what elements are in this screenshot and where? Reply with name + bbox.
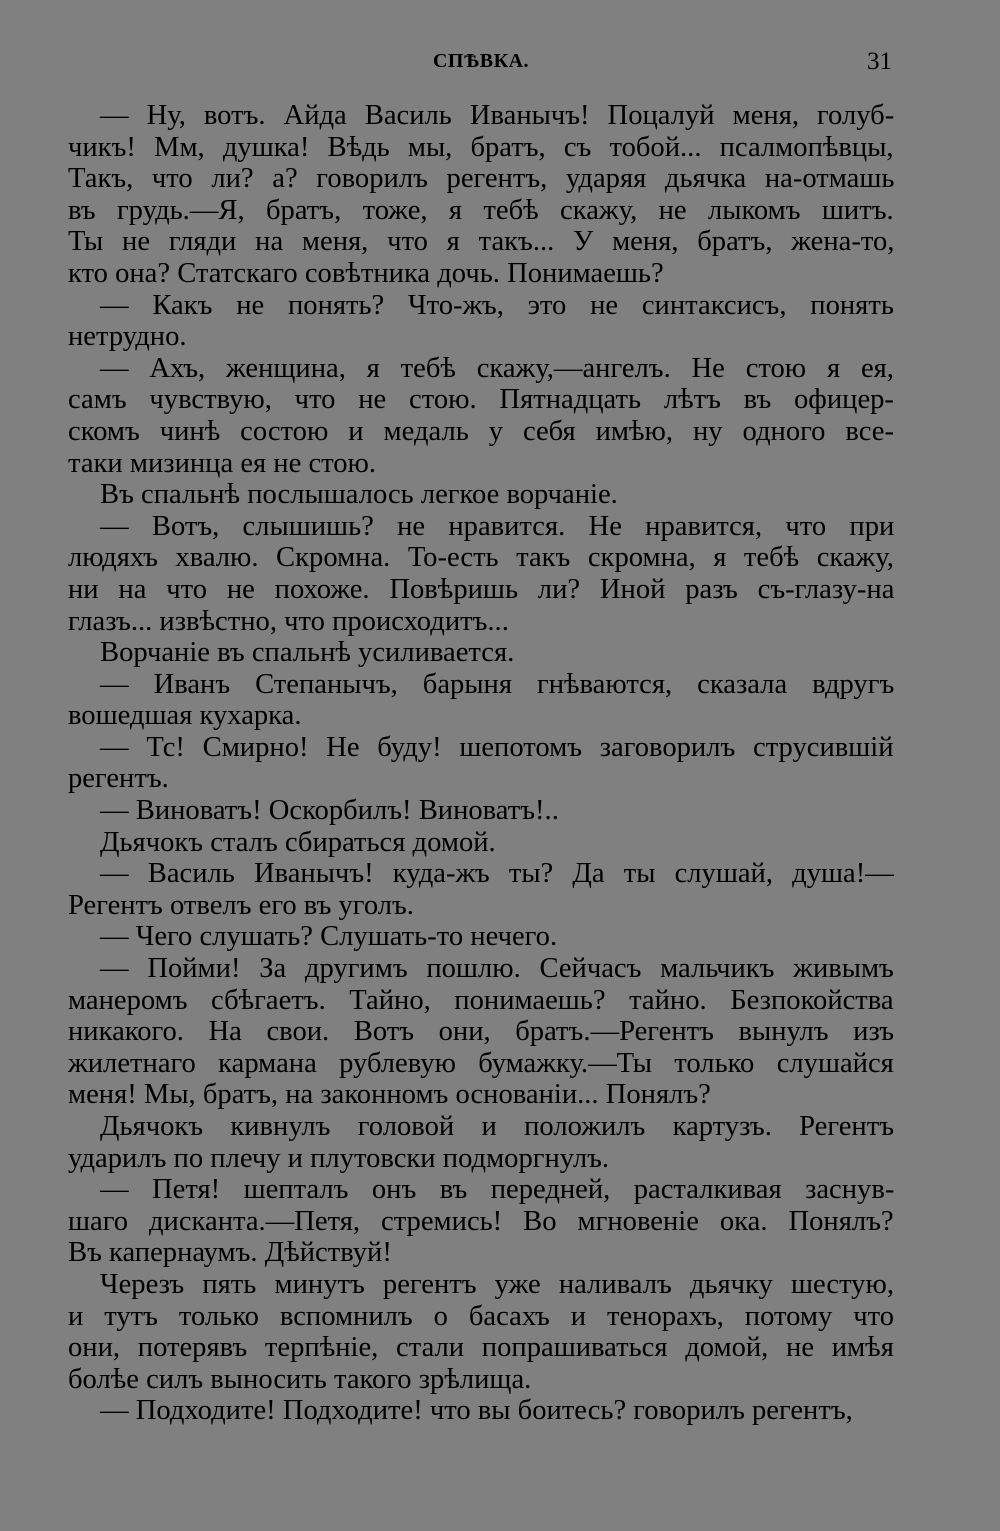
paragraph (68, 290, 894, 353)
paragraph (68, 669, 894, 732)
text-line: Въ капернаумъ. Дѣйствуй! (68, 1237, 392, 1269)
text-line: — Тс! Смирно! Не буду! шепотомъ заговорилъ струсившій (100, 731, 894, 763)
text-line: меня! Мы, братъ, на законномъ основаніи... Понялъ? (68, 1079, 711, 1111)
text-line: регентъ. (68, 763, 169, 795)
text-line: Такъ, что ли? а? говорилъ регентъ, ударяя дьячка на-отмашь (68, 163, 895, 195)
paragraph (68, 479, 894, 511)
text-body (68, 100, 894, 1427)
running-title: СПѢВКА. (432, 50, 530, 72)
text-line: — Вотъ, слышишь? не нравится. Не нравится, что при (100, 510, 895, 542)
text-line: чикъ! Мм, душка! Вѣдь мы, братъ, съ тобой... псалмопѣвцы, (68, 131, 894, 163)
page-number: 31 (867, 48, 892, 75)
text-line: — Чего слушать? Слушать-то нечего. (100, 921, 558, 953)
text-line: жилетнаго кармана рублевую бумажку.—Ты только слушайся (68, 1047, 894, 1079)
text-line: — Ахъ, женщина, я тебѣ скажу,—ангелъ. Не стою я ея, (100, 352, 894, 384)
text-line: и тутъ только вспомнилъ о басахъ и тенорахъ, потому что (68, 1300, 895, 1332)
paragraph (68, 732, 894, 795)
text-line: людяхъ хвалю. Скромна. То-есть такъ скромна, я тебѣ скажу, (68, 542, 894, 574)
paragraph (68, 1395, 894, 1427)
text-line: Ты не гляди на меня, что я такъ... У меня, братъ, жена-то, (68, 226, 895, 258)
text-line: ни на что не похоже. Повѣришь ли? Иной разъ съ-глазу-на (68, 573, 895, 605)
paragraph (68, 858, 894, 921)
text-line: вошедшая кухарка. (68, 700, 302, 732)
text-line: Черезъ пять минутъ регентъ уже наливалъ дьячку шестую, (100, 1268, 894, 1300)
text-line: Дьячокъ сталъ сбираться домой. (100, 826, 496, 858)
paragraph (68, 1174, 894, 1269)
text-line: — Иванъ Степанычъ, барыня гнѣваются, сказала вдругъ (100, 668, 895, 700)
paragraph (68, 353, 894, 479)
text-line: скомъ чинѣ состою и медаль у себя имѣю, ну одного все- (68, 415, 895, 447)
text-line: ударилъ по плечу и плутовски подморгнулъ. (68, 1142, 610, 1174)
text-line: Въ спальнѣ послышалось легкое ворчаніе. (100, 479, 618, 511)
text-line: шаго дисканта.—Петя, стремись! Во мгновеніе ока. Понялъ? (68, 1205, 894, 1237)
text-line: — Ну, вотъ. Айда Василь Иванычъ! Поцалуй меня, голуб- (100, 100, 895, 131)
text-line: кто она? Статскаго совѣтника дочь. Понимаешь? (68, 257, 664, 289)
text-line: — Какъ не понять? Что-жъ, это не синтаксисъ, понять (100, 289, 894, 321)
text-line: — Подходите! Подходите! что вы боитесь? говорилъ регентъ, (100, 1395, 853, 1427)
text-line: таки мизинца ея не стою. (68, 447, 377, 479)
text-line: — Виноватъ! Оскорбилъ! Виноватъ!.. (100, 795, 559, 827)
text-line: — Пойми! За другимъ пошлю. Сейчасъ мальчикъ живымъ (100, 953, 894, 985)
text-line: самъ чувствую, что не стою. Пятнадцать лѣтъ въ офицер- (68, 384, 894, 416)
text-line: — Петя! шепталъ онъ въ передней, расталкивая заснув- (100, 1174, 895, 1206)
text-line: въ грудь.—Я, братъ, тоже, я тебѣ скажу, не лыкомъ шитъ. (68, 194, 894, 226)
text-line: Ворчаніе въ спальнѣ усиливается. (100, 637, 515, 669)
paragraph (68, 100, 894, 290)
book-page (68, 44, 894, 1484)
text-line: никакого. На свои. Вотъ они, братъ.—Регентъ вынулъ изъ (68, 1016, 895, 1048)
paragraph (68, 1111, 894, 1174)
paragraph (68, 953, 894, 1111)
running-head (68, 44, 894, 88)
text-line: они, потерявъ терпѣніе, стали попрашиваться домой, не имѣя (68, 1332, 894, 1364)
text-line: Дьячокъ кивнулъ головой и положилъ картузъ. Регентъ (100, 1111, 894, 1142)
text-line: глазъ... извѣстно, что происходитъ... (68, 605, 509, 637)
paragraph (68, 511, 894, 637)
text-line: Регентъ отвелъ его въ уголъ. (68, 889, 414, 921)
paragraph (68, 827, 894, 859)
text-line: манеромъ сбѣгаетъ. Тайно, понимаешь? тайно. Безпокойства (68, 984, 894, 1016)
paragraph (68, 1269, 894, 1395)
paragraph (68, 921, 894, 953)
paragraph (68, 637, 894, 669)
paragraph (68, 795, 894, 827)
text-line: — Василь Иванычъ! куда-жъ ты? Да ты слушай, душа!— (100, 858, 894, 890)
text-line: болѣе силъ выносить такого зрѣлища. (68, 1363, 532, 1395)
text-line: нетрудно. (68, 321, 187, 353)
